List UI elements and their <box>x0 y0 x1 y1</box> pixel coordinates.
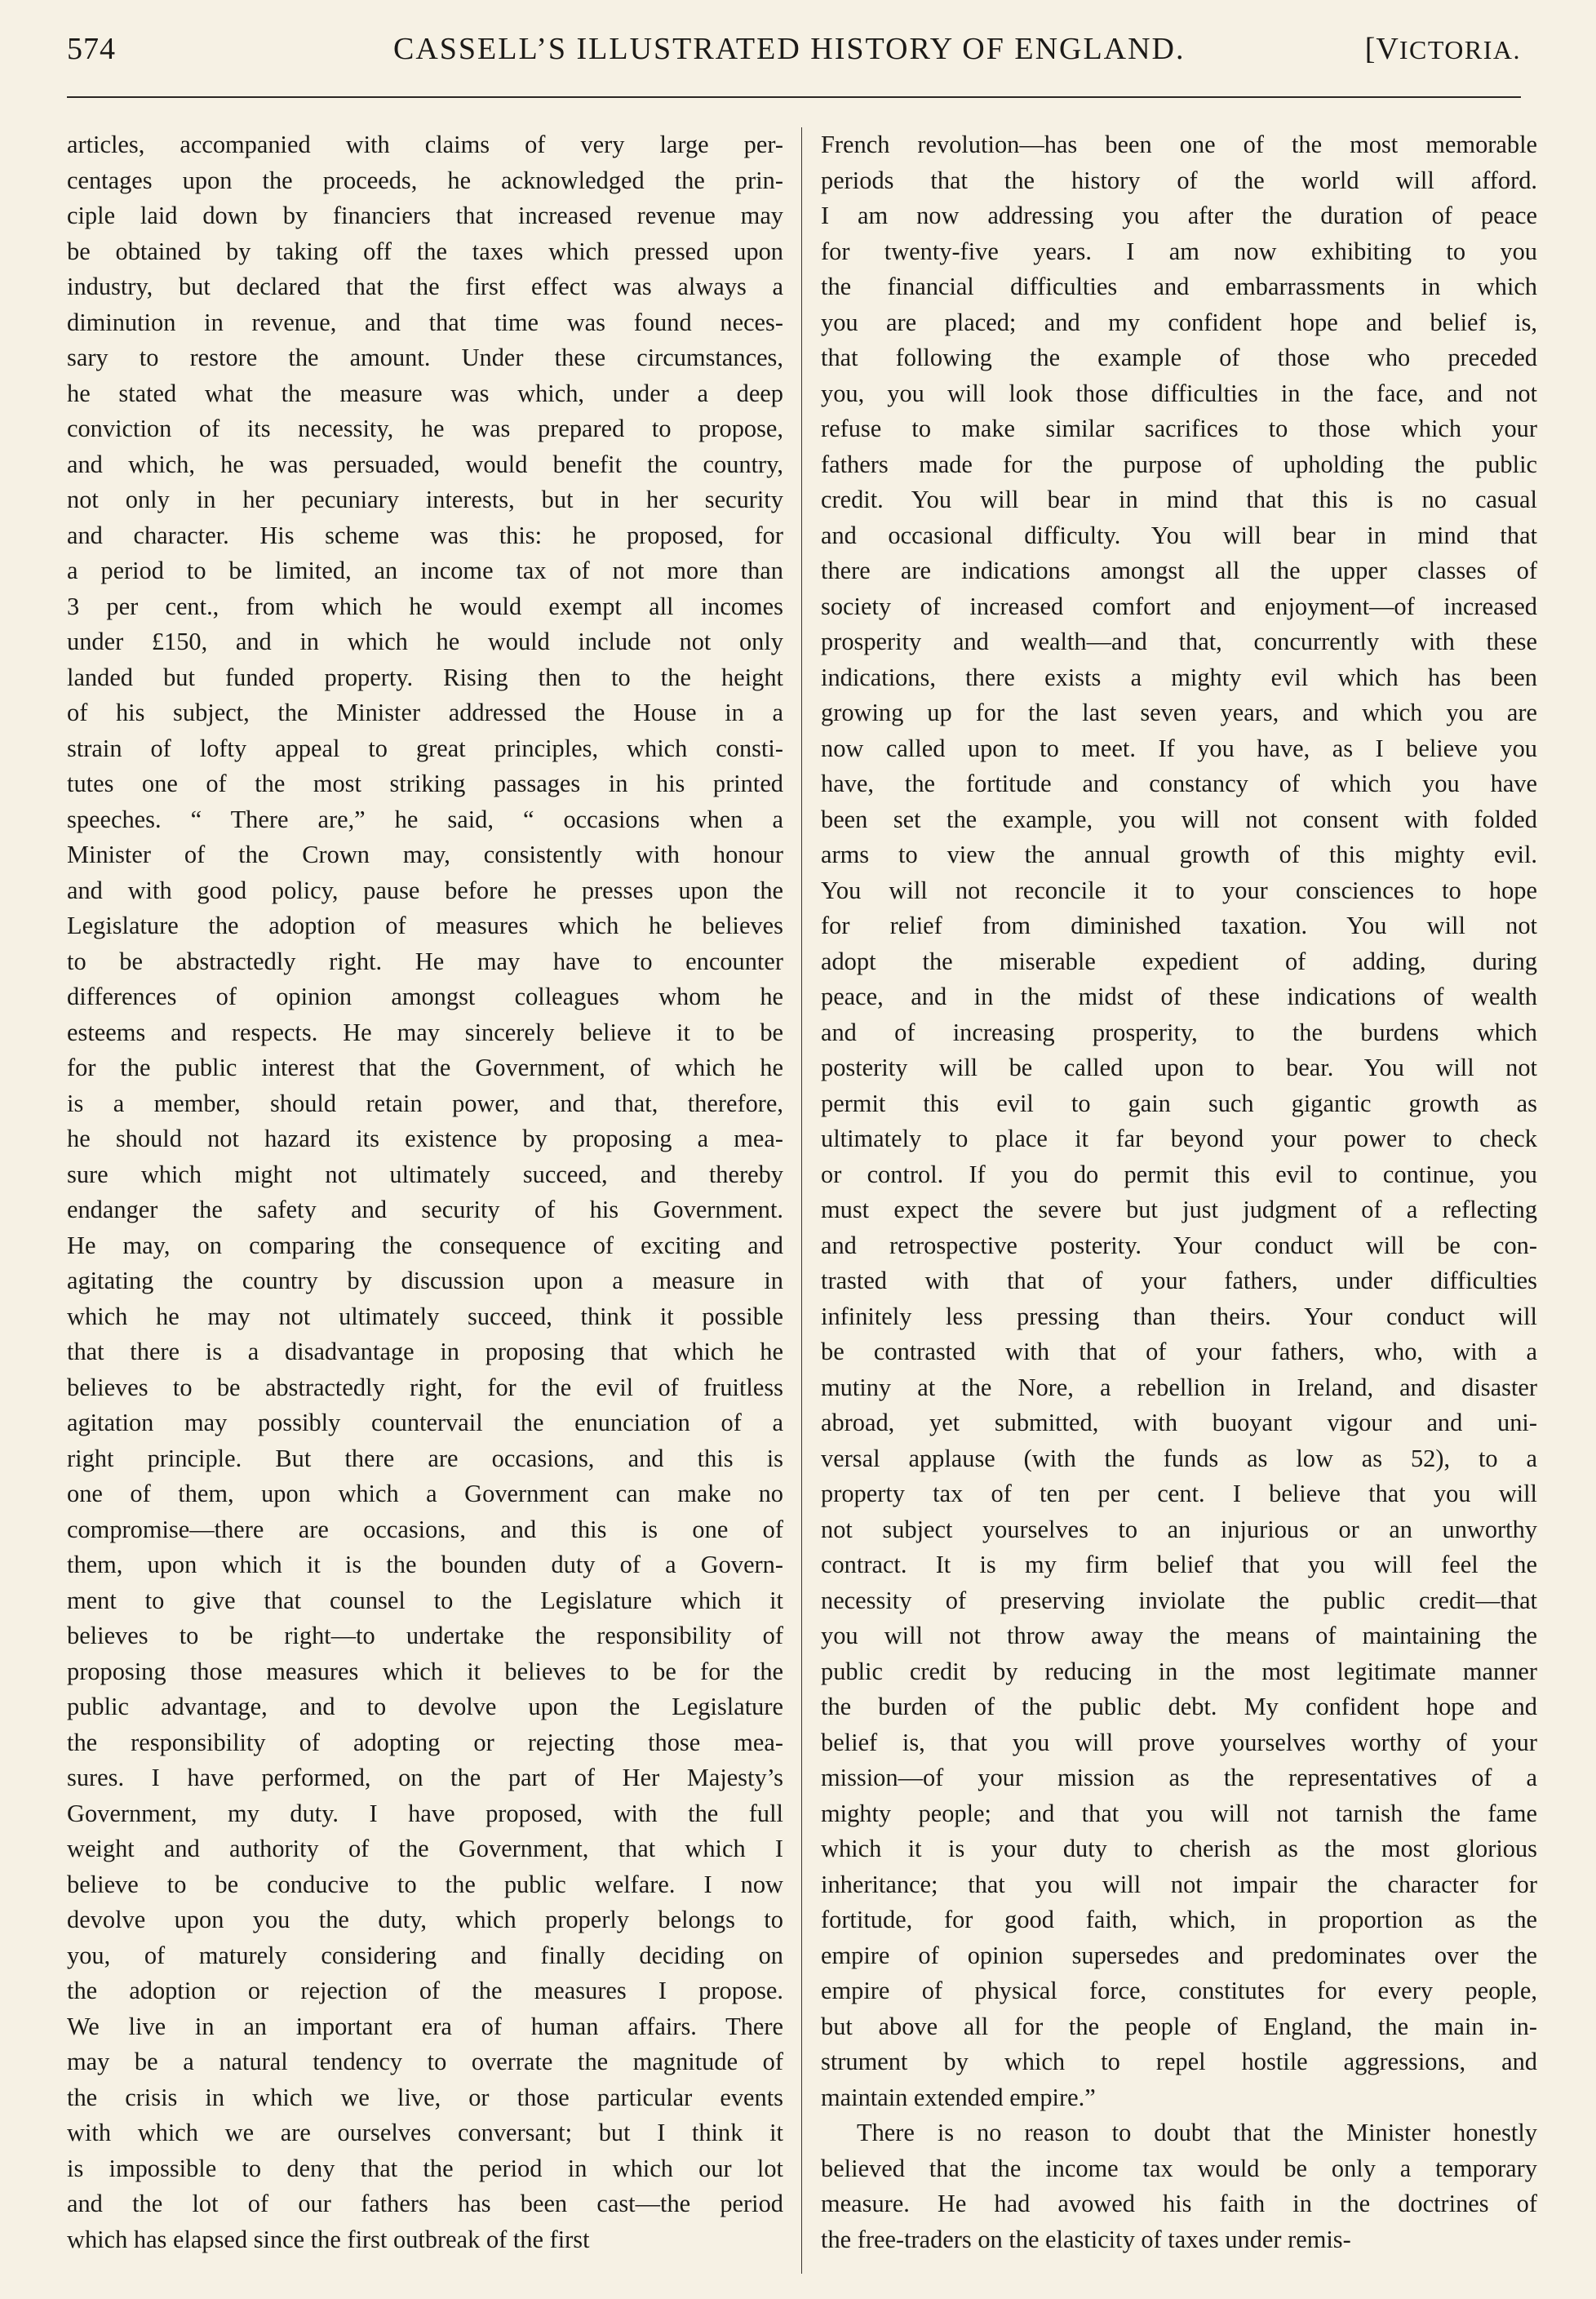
page-number: 574 <box>67 32 116 66</box>
right-column-line: property tax of ten per cent. I believe that you will <box>821 1480 1537 1507</box>
left-column-line: 3 per cent., from which he would exempt all incomes <box>67 592 783 620</box>
right-column-line: refuse to make similar sacrifices to those which your <box>821 415 1537 442</box>
left-column-line: believes to be abstractedly right, for the evil of fruitless <box>67 1373 783 1401</box>
header-rule <box>67 96 1521 98</box>
left-column-line: sure which might not ultimately succeed, and thereby <box>67 1160 783 1188</box>
left-column-line: agitation may possibly countervail the enunciation of a <box>67 1409 783 1436</box>
left-column-line: for the public interest that the Government, of which he <box>67 1054 783 1081</box>
left-column-line: centages upon the proceeds, he acknowledged the prin- <box>67 166 783 194</box>
running-title: CASSELL’S ILLUSTRATED HISTORY OF ENGLAND. <box>393 32 1186 66</box>
left-column-line: diminution in revenue, and that time was found neces- <box>67 308 783 336</box>
right-column-line: There is no reason to doubt that the Minister honestly <box>857 2119 1537 2146</box>
left-column-line: under £150, and in which he would include not only <box>67 628 783 655</box>
left-column-line: endanger the safety and security of his Government. <box>67 1196 783 1223</box>
right-column-line: posterity will be called upon to bear. You will not <box>821 1054 1537 1081</box>
right-column-line: inheritance; that you will not impair the character for <box>821 1870 1537 1898</box>
section-rest: ICTORIA. <box>1399 35 1521 64</box>
section-initial: V <box>1376 32 1399 66</box>
right-column-line: mighty people; and that you will not tarnish the fame <box>821 1799 1537 1827</box>
left-column-line: believes to be right—to undertake the responsibility of <box>67 1622 783 1649</box>
left-column-line: which he may not ultimately succeed, think it possible <box>67 1302 783 1330</box>
left-column-line: Minister of the Crown may, consistently with honour <box>67 841 783 868</box>
left-column-line: We live in an important era of human affairs. There <box>67 2012 783 2040</box>
left-column-line: tutes one of the most striking passages in his printed <box>67 770 783 797</box>
right-column-line: versal applause (with the funds as low as 52), to a <box>821 1444 1537 1472</box>
left-column-line: He may, on comparing the consequence of exciting and <box>67 1231 783 1259</box>
right-column-line: you will not throw away the means of maintaining the <box>821 1622 1537 1649</box>
running-header <box>67 31 1521 70</box>
right-column-line: or control. If you do permit this evil to continue, you <box>821 1160 1537 1188</box>
right-column-line: mission—of your mission as the representatives of a <box>821 1764 1537 1791</box>
right-column-line: adopt the miserable expedient of adding, during <box>821 947 1537 975</box>
left-column-line: the adoption or rejection of the measures I propose. <box>67 1977 783 2004</box>
right-column-line: empire of opinion supersedes and predominates over the <box>821 1941 1537 1969</box>
right-column-line: and of increasing prosperity, to the burdens which <box>821 1018 1537 1046</box>
right-column-line: permit this evil to gain such gigantic growth as <box>821 1089 1537 1117</box>
right-column-line: for relief from diminished taxation. You will not <box>821 912 1537 939</box>
left-column-line: Government, my duty. I have proposed, with the full <box>67 1799 783 1827</box>
right-column-line: the financial difficulties and embarrassments in which <box>821 273 1537 300</box>
left-column-line: with which we are ourselves conversant; but I think it <box>67 2119 783 2146</box>
left-column-line: Legislature the adoption of measures which he believes <box>67 912 783 939</box>
right-column-line: trasted with that of your fathers, under difficulties <box>821 1267 1537 1294</box>
left-column-line: he should not hazard its existence by proposing a mea- <box>67 1125 783 1152</box>
left-column-line: weight and authority of the Government, that which I <box>67 1835 783 1862</box>
left-column-line: speeches. “ There are,” he said, “ occasions when a <box>67 805 783 833</box>
column-divider <box>801 127 802 2274</box>
left-column-line: which has elapsed since the first outbreak of the first <box>67 2225 590 2253</box>
right-column-line: fortitude, for good faith, which, in proportion as the <box>821 1906 1537 1933</box>
left-column-line: conviction of its necessity, he was prepared to propose, <box>67 415 783 442</box>
left-column-line: he stated what the measure was which, under a deep <box>67 379 783 407</box>
left-column-line: is impossible to deny that the period in which our lot <box>67 2154 783 2182</box>
right-column-line: growing up for the last seven years, and which you are <box>821 699 1537 726</box>
left-column-line: and which, he was persuaded, would benefit the country, <box>67 450 783 478</box>
right-column-line: empire of physical force, constitutes for every people, <box>821 1977 1537 2004</box>
right-column-line: measure. He had avowed his faith in the doctrines of <box>821 2190 1537 2217</box>
left-column-line: strain of lofty appeal to great principles, which consti- <box>67 734 783 762</box>
right-column-line: you are placed; and my confident hope and belief is, <box>821 308 1537 336</box>
left-column-line: is a member, should retain power, and that, therefore, <box>67 1089 783 1117</box>
right-column-line: believed that the income tax would be only a temporary <box>821 2154 1537 2182</box>
text-columns <box>67 127 1537 2298</box>
left-column-line: be obtained by taking off the taxes which pressed upon <box>67 237 783 265</box>
left-column-line: you, of maturely considering and finally deciding on <box>67 1941 783 1969</box>
right-column-line: the free-traders on the elasticity of taxes under remis- <box>821 2225 1351 2253</box>
right-column-line: have, the fortitude and constancy of which you have <box>821 770 1537 797</box>
left-column-line: them, upon which it is the bounden duty of a Govern- <box>67 1551 783 1578</box>
left-column-line: believe to be conducive to the public welfare. I now <box>67 1870 783 1898</box>
section-bracket: [ <box>1364 32 1377 66</box>
right-column-line: that following the example of those who preceded <box>821 344 1537 371</box>
left-column-line: ciple laid down by financiers that increased revenue may <box>67 202 783 229</box>
left-column-line: industry, but declared that the first effect was always a <box>67 273 783 300</box>
left-column-line: devolve upon you the duty, which properly belongs to <box>67 1906 783 1933</box>
left-column-line: right principle. But there are occasions, and this is <box>67 1444 783 1472</box>
right-column-line: belief is, that you will prove yourselves worthy of your <box>821 1728 1537 1756</box>
right-column-line: and occasional difficulty. You will bear in mind that <box>821 521 1537 549</box>
right-column-line: be contrasted with that of your fathers, who, with a <box>821 1338 1537 1365</box>
left-column-line: may be a natural tendency to overrate the magnitude of <box>67 2048 783 2075</box>
right-column-line: mutiny at the Nore, a rebellion in Ireland, and disaster <box>821 1373 1537 1401</box>
left-column-line: sures. I have performed, on the part of Her Majesty’s <box>67 1764 783 1791</box>
right-column-line: indications, there exists a mighty evil which has been <box>821 663 1537 691</box>
left-column-line: differences of opinion amongst colleagues whom he <box>67 983 783 1010</box>
left-column-line: of his subject, the Minister addressed the House in a <box>67 699 783 726</box>
left-column-line: sary to restore the amount. Under these circumstances, <box>67 344 783 371</box>
right-column-line: society of increased comfort and enjoyment—of increased <box>821 592 1537 620</box>
left-column-line: the crisis in which we live, or those particular events <box>67 2083 783 2111</box>
right-column-line: peace, and in the midst of these indications of wealth <box>821 983 1537 1010</box>
right-column-line: credit. You will bear in mind that this is no casual <box>821 486 1537 513</box>
right-column-line: French revolution—has been one of the most memorable <box>821 131 1537 158</box>
left-column-line: and the lot of our fathers has been cast—the period <box>67 2190 783 2217</box>
right-column-line: abroad, yet submitted, with buoyant vigour and uni- <box>821 1409 1537 1436</box>
right-column-line: periods that the history of the world will afford. <box>821 166 1537 194</box>
right-column <box>821 127 1537 2257</box>
left-column-line: a period to be limited, an income tax of not more than <box>67 557 783 584</box>
left-column-line: and character. His scheme was this: he proposed, for <box>67 521 783 549</box>
right-column-line: necessity of preserving inviolate the public credit—that <box>821 1586 1537 1614</box>
right-column-line: strument by which to repel hostile aggressions, and <box>821 2048 1537 2075</box>
left-column-line: and with good policy, pause before he presses upon the <box>67 876 783 904</box>
left-column-line: esteems and respects. He may sincerely believe it to be <box>67 1018 783 1046</box>
right-column-line: the burden of the public debt. My confident hope and <box>821 1693 1537 1720</box>
left-column-line: one of them, upon which a Government can make no <box>67 1480 783 1507</box>
left-column-line: agitating the country by discussion upon a measure in <box>67 1267 783 1294</box>
right-column-line: arms to view the annual growth of this mighty evil. <box>821 841 1537 868</box>
left-column-line: not only in her pecuniary interests, but in her security <box>67 486 783 513</box>
section-label <box>1365 31 1521 67</box>
right-column-line: not subject yourselves to an injurious or an unworthy <box>821 1515 1537 1543</box>
right-column-line: now called upon to meet. If you have, as I believe you <box>821 734 1537 762</box>
left-column-line: that there is a disadvantage in proposing that which he <box>67 1338 783 1365</box>
left-column-line: to be abstractedly right. He may have to encounter <box>67 947 783 975</box>
left-column-line: ment to give that counsel to the Legislature which it <box>67 1586 783 1614</box>
left-column <box>67 127 783 2257</box>
right-column-line: infinitely less pressing than theirs. Your conduct will <box>821 1302 1537 1330</box>
right-column-line: ultimately to place it far beyond your power to check <box>821 1125 1537 1152</box>
right-column-line: and retrospective posterity. Your conduct will be con- <box>821 1231 1537 1259</box>
left-column-line: articles, accompanied with claims of very large per- <box>67 131 783 158</box>
right-column-line: for twenty-five years. I am now exhibiting to you <box>821 237 1537 265</box>
left-column-line: landed but funded property. Rising then to the height <box>67 663 783 691</box>
right-column-line: must expect the severe but just judgment of a reflecting <box>821 1196 1537 1223</box>
left-column-line: public advantage, and to devolve upon the Legislature <box>67 1693 783 1720</box>
right-column-line: fathers made for the purpose of upholding the public <box>821 450 1537 478</box>
left-column-line: compromise—there are occasions, and this is one of <box>67 1515 783 1543</box>
right-column-line: You will not reconcile it to your consciences to hope <box>821 876 1537 904</box>
left-column-line: the responsibility of adopting or rejecting those mea- <box>67 1728 783 1756</box>
left-column-line: proposing those measures which it believes to be for the <box>67 1657 783 1685</box>
right-column-line: public credit by reducing in the most legitimate manner <box>821 1657 1537 1685</box>
right-column-line: I am now addressing you after the duration of peace <box>821 202 1537 229</box>
right-column-line: been set the example, you will not consent with folded <box>821 805 1537 833</box>
right-column-line: there are indications amongst all the upper classes of <box>821 557 1537 584</box>
right-column-line: contract. It is my firm belief that you will feel the <box>821 1551 1537 1578</box>
right-column-line: which it is your duty to cherish as the most glorious <box>821 1835 1537 1862</box>
right-column-line: you, you will look those difficulties in the face, and not <box>821 379 1537 407</box>
right-column-line: maintain extended empire.” <box>821 2083 1096 2111</box>
right-column-line: prosperity and wealth—and that, concurrently with these <box>821 628 1537 655</box>
right-column-line: but above all for the people of England, the main in- <box>821 2012 1537 2040</box>
